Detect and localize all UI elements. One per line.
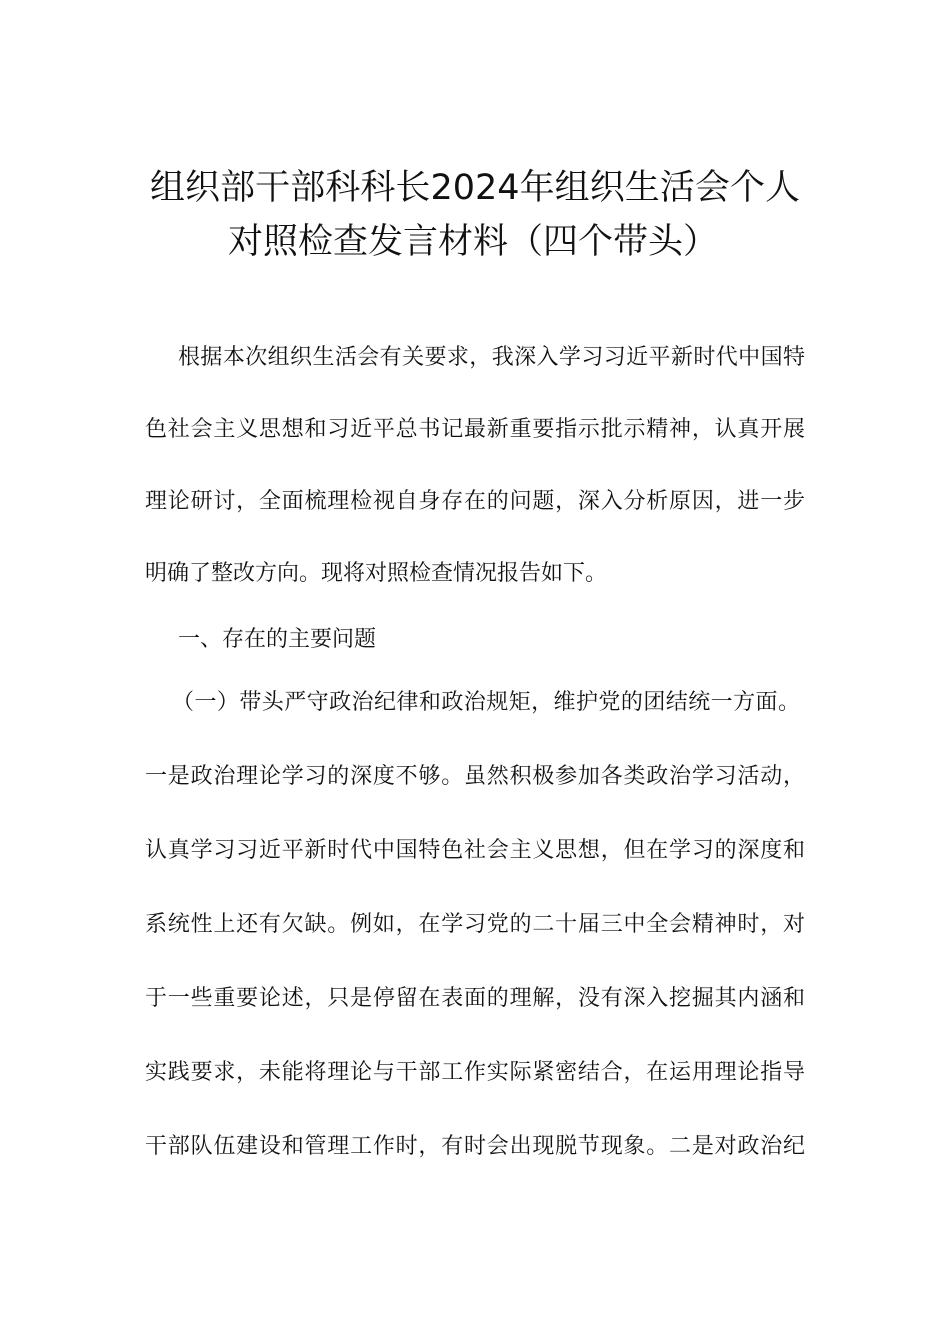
paragraph-line: 系统性上还有欠缺。例如，在学习党的二十届三中全会精神时，对 xyxy=(145,912,805,937)
document-title-line-2: 对照检查发言材料（四个带头） xyxy=(228,222,719,262)
paragraph-line: 实践要求，未能将理论与干部工作实际紧密结合，在运用理论指导 xyxy=(145,1060,805,1085)
paragraph-line: 根据本次组织生活会有关要求，我深入学习习近平新时代中国特 xyxy=(178,345,805,370)
paragraph-line: 干部队伍建设和管理工作时，有时会出现脱节现象。二是对政治纪 xyxy=(145,1134,805,1159)
paragraph-line: 明确了整改方向。现将对照检查情况报告如下。 xyxy=(145,561,608,586)
paragraph-line: 于一些重要论述，只是停留在表面的理解，没有深入挖掘其内涵和 xyxy=(145,986,805,1011)
subsection-heading: （一）带头严守政治纪律和政治规矩，维护党的团结统一方面。 xyxy=(172,690,800,715)
paragraph-line: 一是政治理论学习的深度不够。虽然积极参加各类政治学习活动， xyxy=(145,764,805,789)
document-title-line-1: 组织部干部科科长2024年组织生活会个人 xyxy=(150,168,800,208)
paragraph-line: 认真学习习近平新时代中国特色社会主义思想，但在学习的深度和 xyxy=(145,838,805,863)
section-heading: 一、存在的主要问题 xyxy=(178,627,377,652)
paragraph-line: 理论研讨，全面梳理检视自身存在的问题，深入分析原因，进一步 xyxy=(145,489,805,514)
paragraph-line: 色社会主义思想和习近平总书记最新重要指示批示精神，认真开展 xyxy=(145,417,805,442)
